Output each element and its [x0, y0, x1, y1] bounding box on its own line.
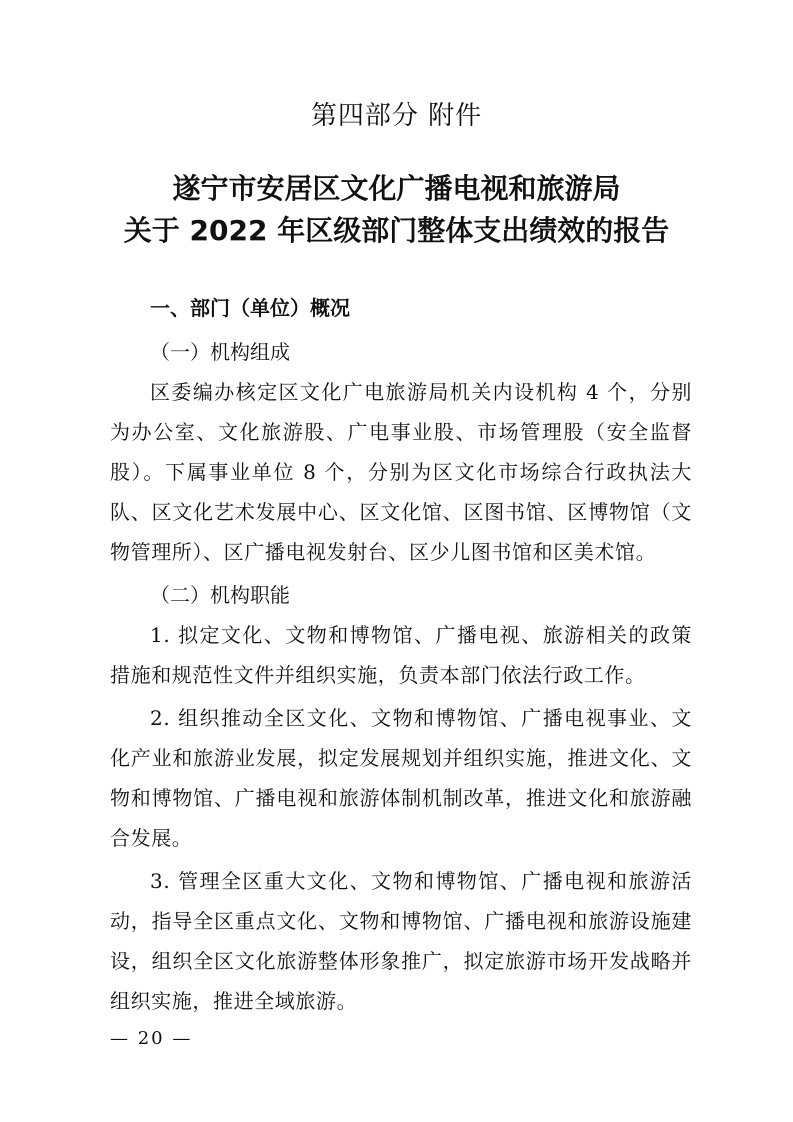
- subsection-heading-functions: （二）机构职能: [150, 583, 290, 607]
- paragraph-function-2: 2. 组织推动全区文化、文物和博物馆、广播电视事业、文化产业和旅游业发展，拟定发展规划并组织实施，推进文化、文物和博物馆、广播电视和旅游体制机制改革，推进文化和旅游融合发展。: [110, 706, 692, 850]
- section-heading-overview: 一、部门（单位）概况: [150, 296, 350, 320]
- part-title: 第四部分 附件: [310, 101, 483, 131]
- document-body: [110, 288, 692, 1024]
- page-number: — 20 —: [110, 1028, 193, 1049]
- report-title-line-2: 关于 2022 年区级部门整体支出绩效的报告: [123, 214, 670, 247]
- paragraph-organization: 区委编办核定区文化广电旅游局机关内设机构 4 个，分别为办公室、文化旅游股、广电事业股、市场管理股（安全监督股）。下属事业单位 8 个，分别为区文化市场综合行政执法大队、区文化艺术发展中心、区文化馆、区图书馆、区博物馆（文物管理所）、区广播电视发射台、区少儿图书馆和区美术馆。: [110, 380, 692, 564]
- subsection-heading-organization: （一）机构组成: [150, 340, 290, 364]
- report-title-line-1: 遂宁市安居区文化广播电视和旅游局: [172, 172, 621, 205]
- report-title: [0, 168, 793, 252]
- paragraph-function-1: 1. 拟定文化、文物和博物馆、广播电视、旅游相关的政策措施和规范性文件并组织实施，负责本部门依法行政工作。: [110, 623, 692, 687]
- paragraph-function-3: 3. 管理全区重大文化、文物和博物馆、广播电视和旅游活动，指导全区重点文化、文物和博物馆、广播电视和旅游设施建设，组织全区文化旅游整体形象推广，拟定旅游市场开发战略并组织实施，推进全域旅游。: [110, 869, 692, 1013]
